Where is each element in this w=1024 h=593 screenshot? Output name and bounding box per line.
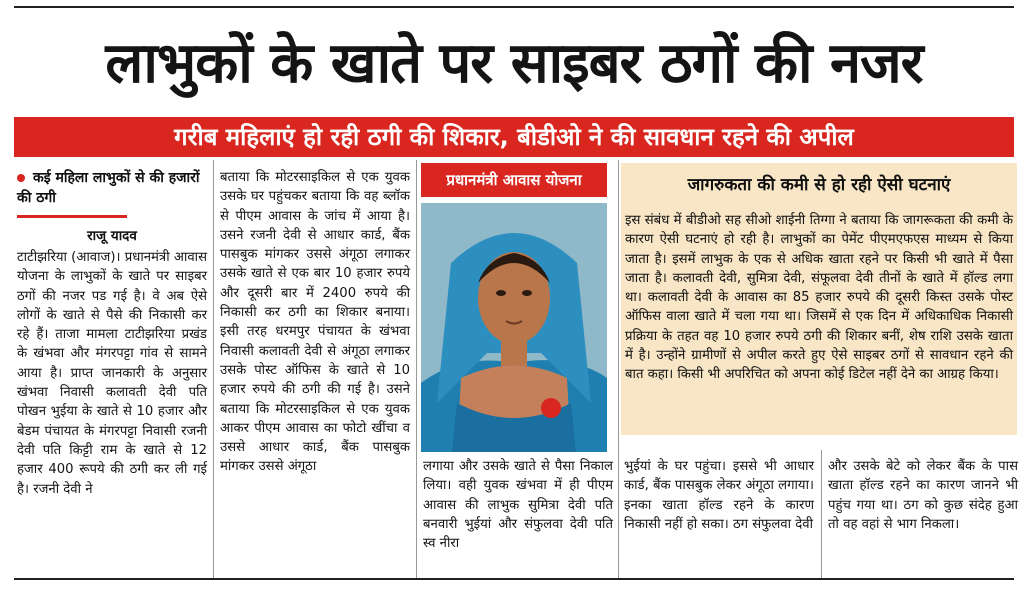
photo-caption-tag: प्रधानमंत्री आवास योजना	[421, 163, 607, 197]
woman-portrait-image	[421, 203, 607, 452]
sidebar-text: इस संबंध में बीडीओ सह सीओ शाईनी तिग्गा ने बताया कि जागरूकता की कमी के कारण ऐसी घटनाएं हो रही है। लाभुकों का पेमेंट पीएमएफएस माध्यम से किया जाता है। इसमें लाभुक के एक से अधिक खाता रहने पर किसी भी खाते में पैसा जाता है। कलावती देवी, सुमित्रा देवी, संफूलवा देवी तीनों के खाते में हॉल्ड लगा था। कलावती देवी के आवास का 85 हजार रुपये की दूसरी किस्त उसके पोस्ट ऑफिस वाला खाते में चला गया था। जिसमें से एक दिन में अधिकाधिक निकासी प्रक्रिया के तहत वह 10 हजार रुपये ठगी की शिकार बनीं, शेष राशि उसके खाता में है। उन्होंने ग्रामीणों से अपील करते हुए ऐसे साइबर ठगों से सावधान रहने की बात कहा। किसी भी अपरिचित को अपना कोई डिटेल नहीं देने का आग्रह किया।	[625, 213, 1013, 383]
article-column-5: और उसके बेटे को लेकर बैंक के पास खाता हॉल्ड रहने का कारण जानने भी पहुंच गया था। ठग को कुछ संदेह हुआ तो वह वहां से भाग निकला।	[828, 459, 1018, 532]
headline: लाभुकों के खाते पर साइबर ठगों की नजर	[105, 31, 923, 96]
sidebar-heading: जागरुकता की कमी से हो रही ऐसी घटनाएं	[687, 175, 951, 195]
red-rule	[17, 215, 127, 218]
bullet-icon	[17, 174, 25, 182]
column-divider	[821, 450, 822, 578]
byline: राजू यादव	[87, 228, 137, 244]
article-column-1: टाटीझरिया (आवाज)। प्रधानमंत्री आवास योजना के लाभुकों के खाते पर साइबर ठगों की नजर पड गई है। वे अब ऐसे लोगों के खाते से पैसे की निकासी कर रहे हैं। ताजा मामला टाटीझरिया प्रखंड के खंभवा और मंगरपट्टा गांव से सामने आया है। प्राप्त जानकारी के अनुसार खंभवा निवासी कलावती देवी पति पोखन भुईया के खाते से 10 हजार और बेडम पंचायत के मंगरपट्टा निवासी रजनी देवी पति किट्टी राम के खाते से 12 हजार 400 रूपये की ठगी कर ली गई है। रजनी देवी ने	[17, 250, 207, 497]
bullet-heading	[17, 168, 207, 208]
sidebar-box	[621, 163, 1017, 435]
top-rule	[14, 6, 1014, 8]
column-divider	[618, 160, 619, 578]
column-divider	[213, 160, 214, 578]
article-column-4: भुईयां के घर पहुंचा। इससे भी आधार कार्ड, बैंक पासबुक लेकर अंगूठा लगाया। इनका खाता हॉल्ड रहने के कारण निकासी नहीं हो सका। ठग संफुलवा देवी	[624, 459, 814, 532]
bottom-rule	[14, 578, 1014, 580]
woman-photo	[421, 203, 607, 452]
subheadline-bar: गरीब महिलाएं हो रही ठगी की शिकार, बीडीओ ने की सावधान रहने की अपील	[14, 117, 1014, 157]
bullet-heading-text: कई महिला लाभुकों से की हजारों की ठगी	[17, 170, 200, 206]
article-column-3: लगाया और उसके खाते से पैसा निकाल लिया। वही युवक खंभवा में ही पीएम आवास की लाभुक सुमित्रा देवी पति बनवारी भुईयां और संफुलवा देवी पति स्व नीरा	[423, 459, 613, 552]
column-divider	[416, 160, 417, 578]
article-column-2: बताया कि मोटरसाइकिल से एक युवक उसके घर पहुंचकर बताया कि वह ब्लॉक से पीएम आवास के जांच में आया है। उसने रजनी देवी से आधार कार्ड, बैंक पासबुक मांगकर उससे अंगूठा लगाकर उसके खाते से एक बार 10 हजार रुपये और दूसरी बार में 2400 रुपये की निकासी कर ठगी का शिकार बनाया। इसी तरह धरमपुर पंचायत के खंभवा निवासी कलावती देवी से अंगूठा लगाकर उसके पोस्ट ऑफिस के खाते से 10 हजार रुपये की ठगी की गई है। उसने बताया कि मोटरसाइकिल से एक युवक आकर पीएम आवास का फोटो खींचा व उससे आधार कार्ड, बैंक पासबुक मांगकर उससे अंगूठा	[220, 170, 410, 475]
